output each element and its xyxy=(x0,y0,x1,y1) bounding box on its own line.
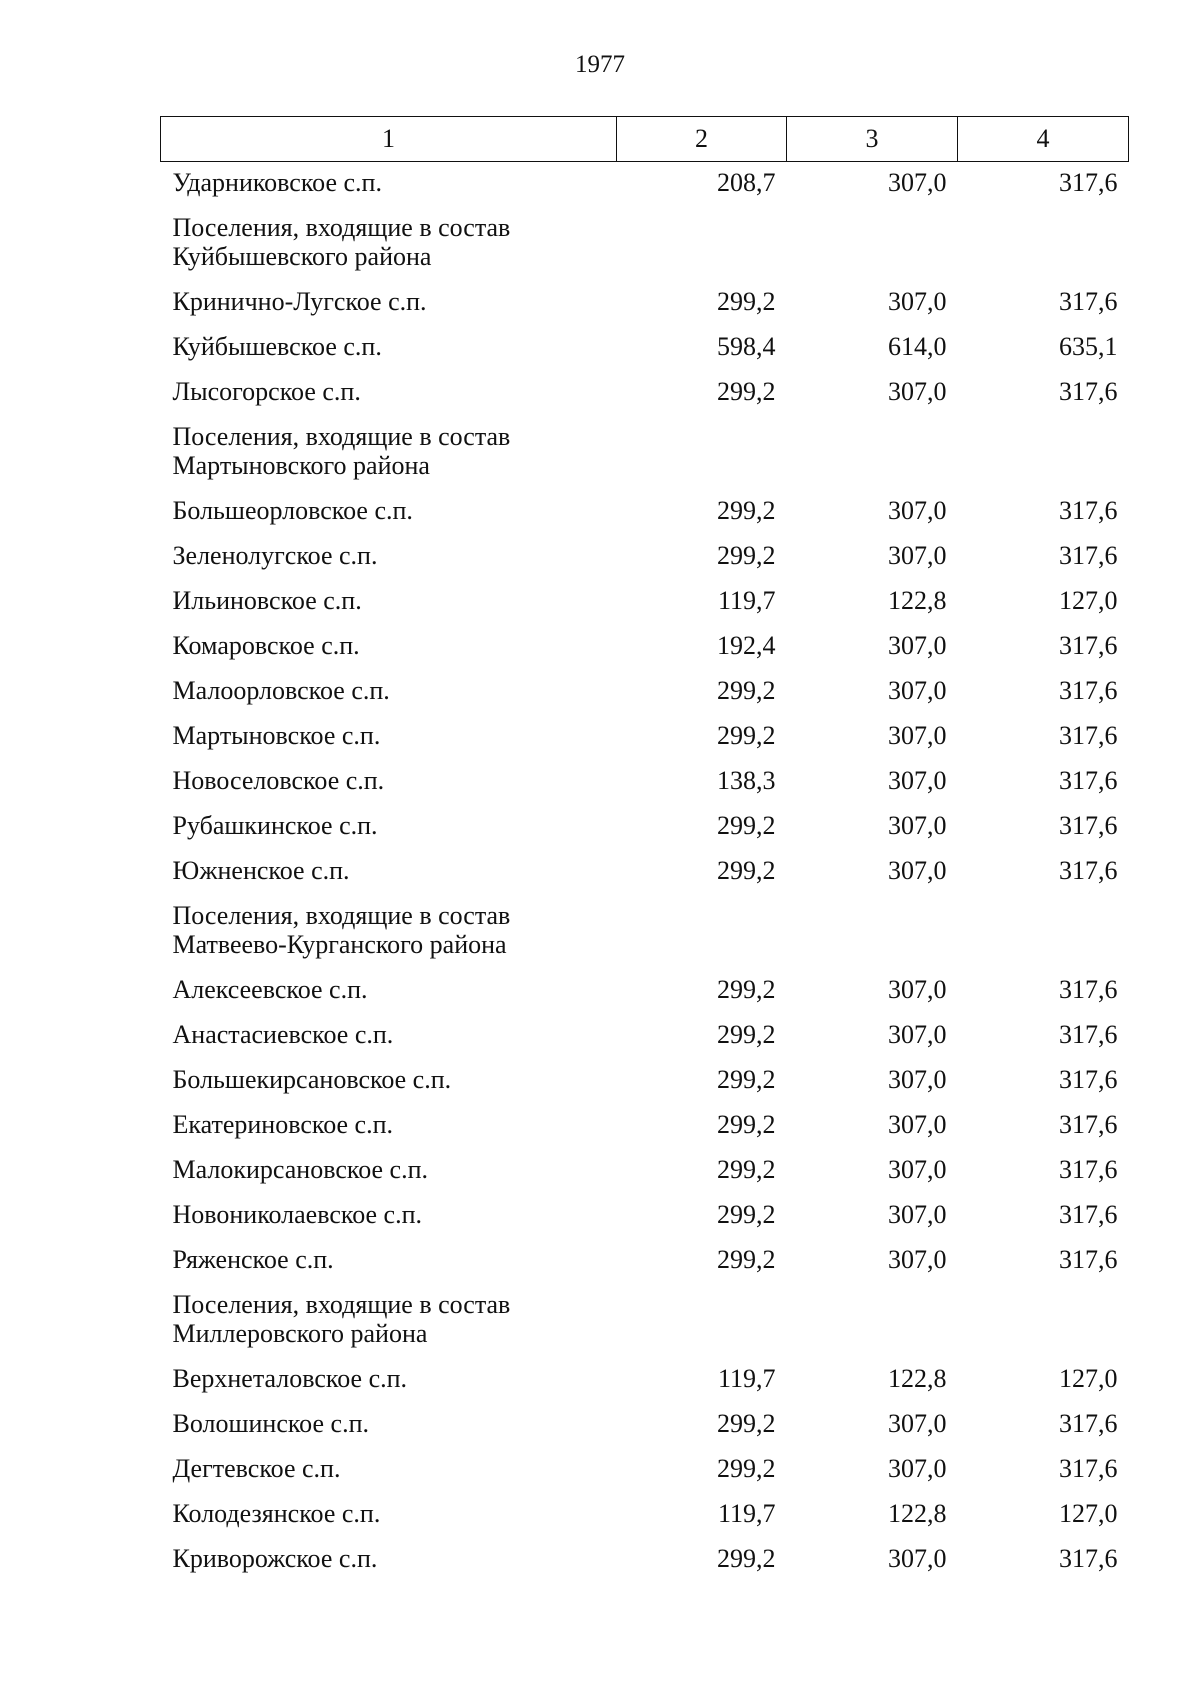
table-row xyxy=(161,670,1129,715)
table-row xyxy=(161,1194,1129,1239)
table-row xyxy=(161,969,1129,1014)
group-heading-row xyxy=(161,1284,1129,1358)
value-col-4: 317,6 xyxy=(1059,1064,1118,1094)
settlement-name: Мартыновское с.п. xyxy=(172,720,381,750)
table-row xyxy=(161,1104,1129,1149)
value-col-2: 299,2 xyxy=(717,974,776,1004)
value-col-3: 122,8 xyxy=(888,1363,947,1393)
value-col-2: 299,2 xyxy=(717,1019,776,1049)
value-col-3: 307,0 xyxy=(888,376,947,406)
column-header-2: 2 xyxy=(617,117,787,162)
table-row xyxy=(161,326,1129,371)
value-col-2: 299,2 xyxy=(717,286,776,316)
settlement-name: Кринично-Лугское с.п. xyxy=(172,286,427,316)
empty-cell xyxy=(617,207,787,281)
settlement-name: Дегтевское с.п. xyxy=(172,1453,341,1483)
settlement-name: Криворожское с.п. xyxy=(172,1543,378,1573)
value-col-4: 317,6 xyxy=(1059,720,1118,750)
value-col-3: 307,0 xyxy=(888,1109,947,1139)
value-col-4: 317,6 xyxy=(1059,630,1118,660)
value-col-4: 317,6 xyxy=(1059,1019,1118,1049)
table-row xyxy=(161,371,1129,416)
empty-cell xyxy=(958,416,1129,490)
group-heading-row xyxy=(161,895,1129,969)
value-col-2: 119,7 xyxy=(717,1498,776,1528)
table-row xyxy=(161,1403,1129,1448)
value-col-3: 307,0 xyxy=(888,675,947,705)
value-col-3: 307,0 xyxy=(888,286,947,316)
table-row xyxy=(161,490,1129,535)
value-col-2: 299,2 xyxy=(717,810,776,840)
value-col-3: 307,0 xyxy=(888,1199,947,1229)
value-col-3: 307,0 xyxy=(888,1154,947,1184)
value-col-4: 317,6 xyxy=(1059,286,1118,316)
settlement-name: Алексеевское с.п. xyxy=(172,974,368,1004)
empty-cell xyxy=(617,895,787,969)
settlement-name: Верхнеталовское с.п. xyxy=(172,1363,408,1393)
value-col-3: 307,0 xyxy=(888,1408,947,1438)
table-row xyxy=(161,1538,1129,1583)
value-col-2: 299,2 xyxy=(717,1543,776,1573)
table-row xyxy=(161,805,1129,850)
value-col-4: 317,6 xyxy=(1059,1199,1118,1229)
settlement-name: Колодезянское с.п. xyxy=(172,1498,381,1528)
value-col-2: 299,2 xyxy=(717,1154,776,1184)
data-table xyxy=(160,116,1129,1583)
group-heading-row xyxy=(161,207,1129,281)
page-number: 1977 xyxy=(575,51,625,78)
group-heading: Поселения, входящие в состав Куйбышевского района xyxy=(172,212,511,271)
value-col-4: 317,6 xyxy=(1059,540,1118,570)
group-heading: Поселения, входящие в состав Матвеево-Курганского района xyxy=(172,900,511,959)
value-col-2: 299,2 xyxy=(717,1109,776,1139)
value-col-3: 614,0 xyxy=(888,331,947,361)
settlement-name: Ряженское с.п. xyxy=(172,1244,334,1274)
value-col-3: 307,0 xyxy=(888,168,947,197)
value-col-3: 307,0 xyxy=(888,720,947,750)
empty-cell xyxy=(617,416,787,490)
table-row xyxy=(161,535,1129,580)
value-col-3: 122,8 xyxy=(888,585,947,615)
table-row xyxy=(161,1149,1129,1194)
value-col-3: 307,0 xyxy=(888,495,947,525)
value-col-4: 317,6 xyxy=(1059,855,1118,885)
settlement-name: Екатериновское с.п. xyxy=(172,1109,394,1139)
value-col-4: 127,0 xyxy=(1059,1363,1118,1393)
value-col-4: 317,6 xyxy=(1059,1453,1118,1483)
value-col-2: 299,2 xyxy=(717,1244,776,1274)
settlement-name: Новониколаевское с.п. xyxy=(172,1199,423,1229)
table-row xyxy=(161,715,1129,760)
value-col-2: 138,3 xyxy=(717,765,776,795)
table-row xyxy=(161,580,1129,625)
value-col-2: 299,2 xyxy=(717,675,776,705)
table-row xyxy=(161,162,1129,207)
value-col-3: 307,0 xyxy=(888,1543,947,1573)
column-header-4: 4 xyxy=(958,117,1129,162)
value-col-3: 307,0 xyxy=(888,1019,947,1049)
value-col-4: 317,6 xyxy=(1059,765,1118,795)
column-header-1: 1 xyxy=(161,117,617,162)
empty-cell xyxy=(787,1284,958,1358)
value-col-4: 317,6 xyxy=(1059,1154,1118,1184)
value-col-3: 307,0 xyxy=(888,974,947,1004)
value-col-4: 317,6 xyxy=(1059,1408,1118,1438)
table-header xyxy=(161,117,1129,162)
value-col-4: 317,6 xyxy=(1059,675,1118,705)
settlement-name: Малоорловское с.п. xyxy=(172,675,390,705)
settlement-name: Малокирсановское с.п. xyxy=(172,1154,429,1184)
value-col-4: 317,6 xyxy=(1059,1543,1118,1573)
group-heading-row xyxy=(161,416,1129,490)
empty-cell xyxy=(958,1284,1129,1358)
empty-cell xyxy=(787,207,958,281)
value-col-2: 299,2 xyxy=(717,1199,776,1229)
settlement-name: Большеорловское с.п. xyxy=(172,495,413,525)
value-col-4: 317,6 xyxy=(1059,1109,1118,1139)
value-col-3: 307,0 xyxy=(888,540,947,570)
value-col-2: 299,2 xyxy=(717,1064,776,1094)
value-col-4: 317,6 xyxy=(1059,1244,1118,1274)
empty-cell xyxy=(958,207,1129,281)
value-col-2: 299,2 xyxy=(717,495,776,525)
settlement-name: Рубашкинское с.п. xyxy=(172,810,378,840)
value-col-2: 299,2 xyxy=(717,1453,776,1483)
value-col-2: 299,2 xyxy=(717,1408,776,1438)
settlement-name: Южненское с.п. xyxy=(172,855,350,885)
value-col-3: 307,0 xyxy=(888,765,947,795)
settlement-name: Волошинское с.п. xyxy=(172,1408,369,1438)
group-heading: Поселения, входящие в состав Миллеровского района xyxy=(172,1289,511,1348)
settlement-name: Большекирсановское с.п. xyxy=(172,1064,452,1094)
settlement-name: Зеленолугское с.п. xyxy=(172,540,378,570)
value-col-2: 598,4 xyxy=(717,331,776,361)
group-heading: Поселения, входящие в состав Мартыновского района xyxy=(172,421,511,480)
table-row xyxy=(161,1014,1129,1059)
table-row xyxy=(161,760,1129,805)
value-col-4: 635,1 xyxy=(1059,331,1118,361)
value-col-2: 208,7 xyxy=(717,168,776,197)
settlement-name: Ударниковское с.п. xyxy=(172,168,382,197)
value-col-4: 317,6 xyxy=(1059,376,1118,406)
value-col-2: 299,2 xyxy=(717,855,776,885)
empty-cell xyxy=(787,895,958,969)
value-col-3: 307,0 xyxy=(888,1064,947,1094)
settlement-name: Комаровское с.п. xyxy=(172,630,360,660)
table-row xyxy=(161,281,1129,326)
header-row xyxy=(161,117,1129,162)
value-col-2: 299,2 xyxy=(717,540,776,570)
value-col-2: 299,2 xyxy=(717,720,776,750)
column-header-3: 3 xyxy=(787,117,958,162)
value-col-2: 192,4 xyxy=(717,630,776,660)
settlement-name: Куйбышевское с.п. xyxy=(172,331,382,361)
empty-cell xyxy=(787,416,958,490)
settlement-name: Новоселовское с.п. xyxy=(172,765,385,795)
value-col-4: 127,0 xyxy=(1059,585,1118,615)
value-col-3: 307,0 xyxy=(888,1453,947,1483)
value-col-4: 317,6 xyxy=(1059,168,1118,197)
table-row xyxy=(161,625,1129,670)
value-col-3: 307,0 xyxy=(888,810,947,840)
value-col-4: 317,6 xyxy=(1059,495,1118,525)
value-col-3: 307,0 xyxy=(888,630,947,660)
value-col-3: 122,8 xyxy=(888,1498,947,1528)
table-row xyxy=(161,1493,1129,1538)
table-row xyxy=(161,1358,1129,1403)
value-col-4: 317,6 xyxy=(1059,810,1118,840)
settlement-name: Лысогорское с.п. xyxy=(172,376,361,406)
settlement-name: Ильиновское с.п. xyxy=(172,585,362,615)
value-col-4: 317,6 xyxy=(1059,974,1118,1004)
table-body xyxy=(161,162,1129,1583)
table-row xyxy=(161,850,1129,895)
empty-cell xyxy=(617,1284,787,1358)
table-row xyxy=(161,1448,1129,1493)
value-col-3: 307,0 xyxy=(888,855,947,885)
settlement-name: Анастасиевское с.п. xyxy=(172,1019,394,1049)
value-col-2: 119,7 xyxy=(717,585,776,615)
value-col-2: 299,2 xyxy=(717,376,776,406)
table-row xyxy=(161,1239,1129,1284)
value-col-2: 119,7 xyxy=(717,1363,776,1393)
value-col-4: 127,0 xyxy=(1059,1498,1118,1528)
empty-cell xyxy=(958,895,1129,969)
table-row xyxy=(161,1059,1129,1104)
value-col-3: 307,0 xyxy=(888,1244,947,1274)
